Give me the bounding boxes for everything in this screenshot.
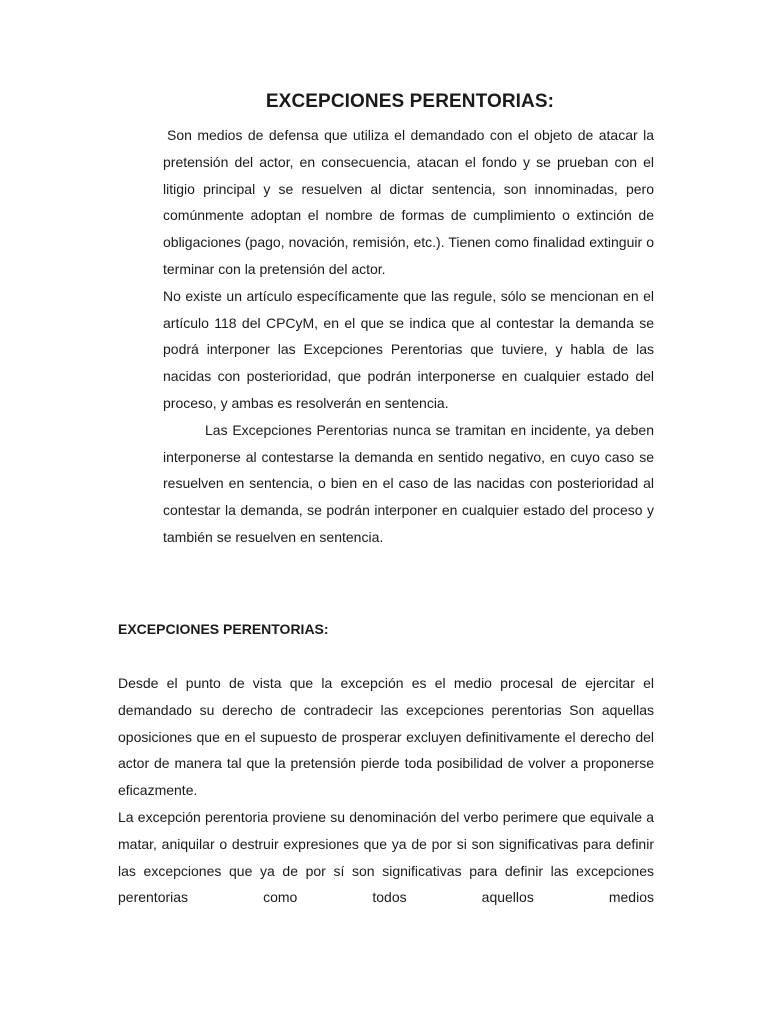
- section-1-paragraph-1: Son medios de defensa que utiliza el demandado con el objeto de atacar la pretensión del actor, en consecuencia, atacan el fondo y se prueban con el litigio principal y se resuelven al dictar sentencia, son innominadas, pero comúnmente adoptan el nombre de formas de cumplimiento o extinción de obligaciones (pago, novación, remisión, etc.). Tienen como finalidad extinguir o terminar con la pretensión del actor.: [163, 127, 654, 277]
- section-2-paragraph-2: La excepción perentoria proviene su denominación del verbo perimere que equivale a matar, aniquilar o destruir expresiones que ya de por si son significativas para definir las excepciones que ya de por sí son significativas para definir las excepciones perentorias como todos aquellos medios: [118, 808, 654, 906]
- section-1-paragraph-3: Las Excepciones Perentorias nunca se tramitan en incidente, ya deben interponerse al contestarse la demanda en sentido negativo, en cuyo caso se resuelven en sentencia, o bien en el caso de las nacidas con posterioridad al contestar la demanda, se podrán interponer en cualquier estado del proceso y también se resuelven en sentencia.: [163, 421, 654, 545]
- section-2-heading: EXCEPCIONES PERENTORIAS:: [118, 621, 329, 637]
- section-1-paragraph-2: No existe un artículo específicamente que las regule, sólo se mencionan en el artículo 118 del CPCyM, en el que se indica que al contestar la demanda se podrá interponer las Excepciones Perentorias que tuviere, y habla de las nacidas con posterioridad, que podrán interponerse en cualquier estado del proceso, y ambas es resolverán en sentencia.: [163, 287, 654, 411]
- section-1-body: [163, 122, 654, 551]
- section-2-body: [118, 670, 654, 911]
- section-2-paragraph-1: Desde el punto de vista que la excepción es el medio procesal de ejercitar el demandado su derecho de contradecir las excepciones perentorias Son aquellas oposiciones que en el supuesto de prosperar excluyen definitivamente el derecho del actor de manera tal que la pretensión pierde toda posibilidad de volver a proponerse eficazmente.: [118, 675, 654, 799]
- document-title: EXCEPCIONES PERENTORIAS:: [265, 91, 555, 112]
